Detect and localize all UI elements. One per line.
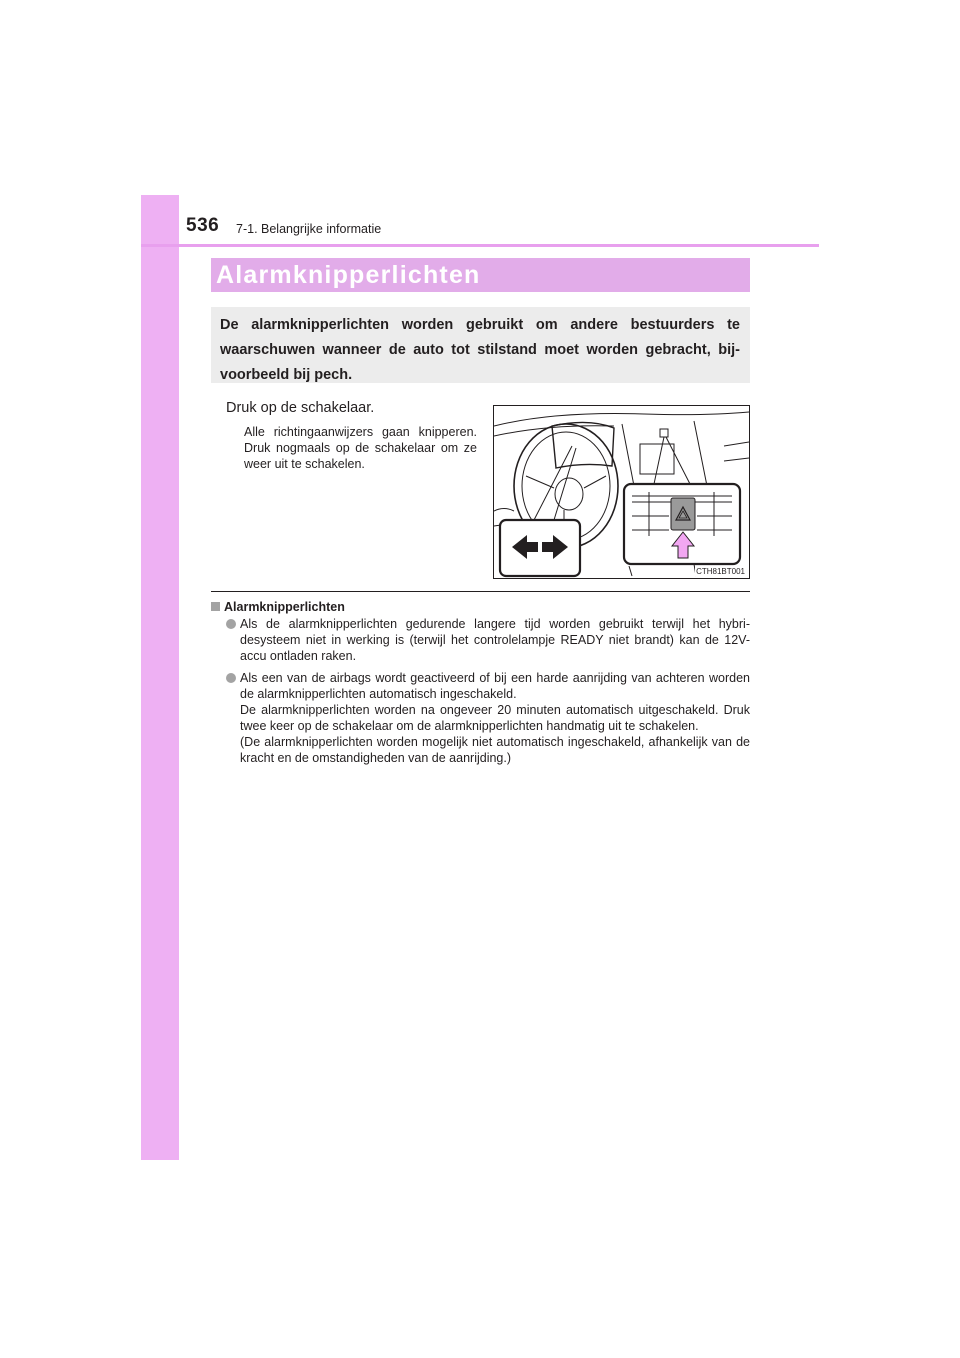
hazard-switch-icon (671, 498, 695, 530)
circle-bullet-icon (226, 673, 236, 683)
circle-bullet-icon (226, 619, 236, 629)
intro-text: De alarmknipperlichten worden gebruikt om andere bestuurders te waarschuwen wanneer de auto tot stilstand moet worden gebracht, bijvoorbeeld bij pech. (220, 317, 740, 383)
hazard-switch-callout (624, 484, 740, 564)
section-divider (211, 591, 750, 592)
figure-code: CTH81BT001 (696, 567, 745, 576)
intro-box (211, 307, 750, 383)
notes-heading (211, 600, 345, 614)
note-item (226, 616, 750, 664)
note-text: Als een van de airbags wordt geactiveerd of bij een harde aanrijding van achteren worden de alarmknipperlichten automatisch ingeschakeld. De alarmknipperlichten worden na ongeveer 20 minuten automatisch uitgeschakeld. Druk twee keer op de schakelaar om de alarmknipperlichten handmatig uit te schakelen. (De alarmknipperlichten worden mogelijk niet automatisch ingeschakeld, afhankelijk van de kracht en de omstandigheden van de aanrijding.) (240, 671, 750, 765)
page-number: 536 (186, 215, 220, 236)
header-divider (141, 244, 819, 247)
dashboard-illustration (493, 405, 750, 579)
chapter-title: 7-1. Belangrijke informatie (236, 222, 382, 236)
note-text: Als de alarmknipperlichten gedurende langere tijd worden gebruikt terwijl het hybridesysteem niet in werking is (terwijl het controlelampje READY niet brandt) kan de 12V-accu ontladen raken. (240, 617, 750, 663)
notes-heading-text: Alarmknipperlichten (224, 600, 345, 614)
turn-signal-callout (500, 520, 580, 576)
square-bullet-icon (211, 602, 220, 611)
section-title: Alarmknipperlichten (211, 258, 750, 292)
dashboard-drawing (494, 406, 749, 578)
step-detail: Alle richtingaanwijzers gaan knipperen. Druk nogmaals op de schakelaar om ze weer uit te schakelen. (244, 425, 477, 471)
chapter-side-tab (141, 195, 179, 1160)
step-instruction: Druk op de schakelaar. (226, 400, 375, 416)
note-item (226, 670, 750, 766)
